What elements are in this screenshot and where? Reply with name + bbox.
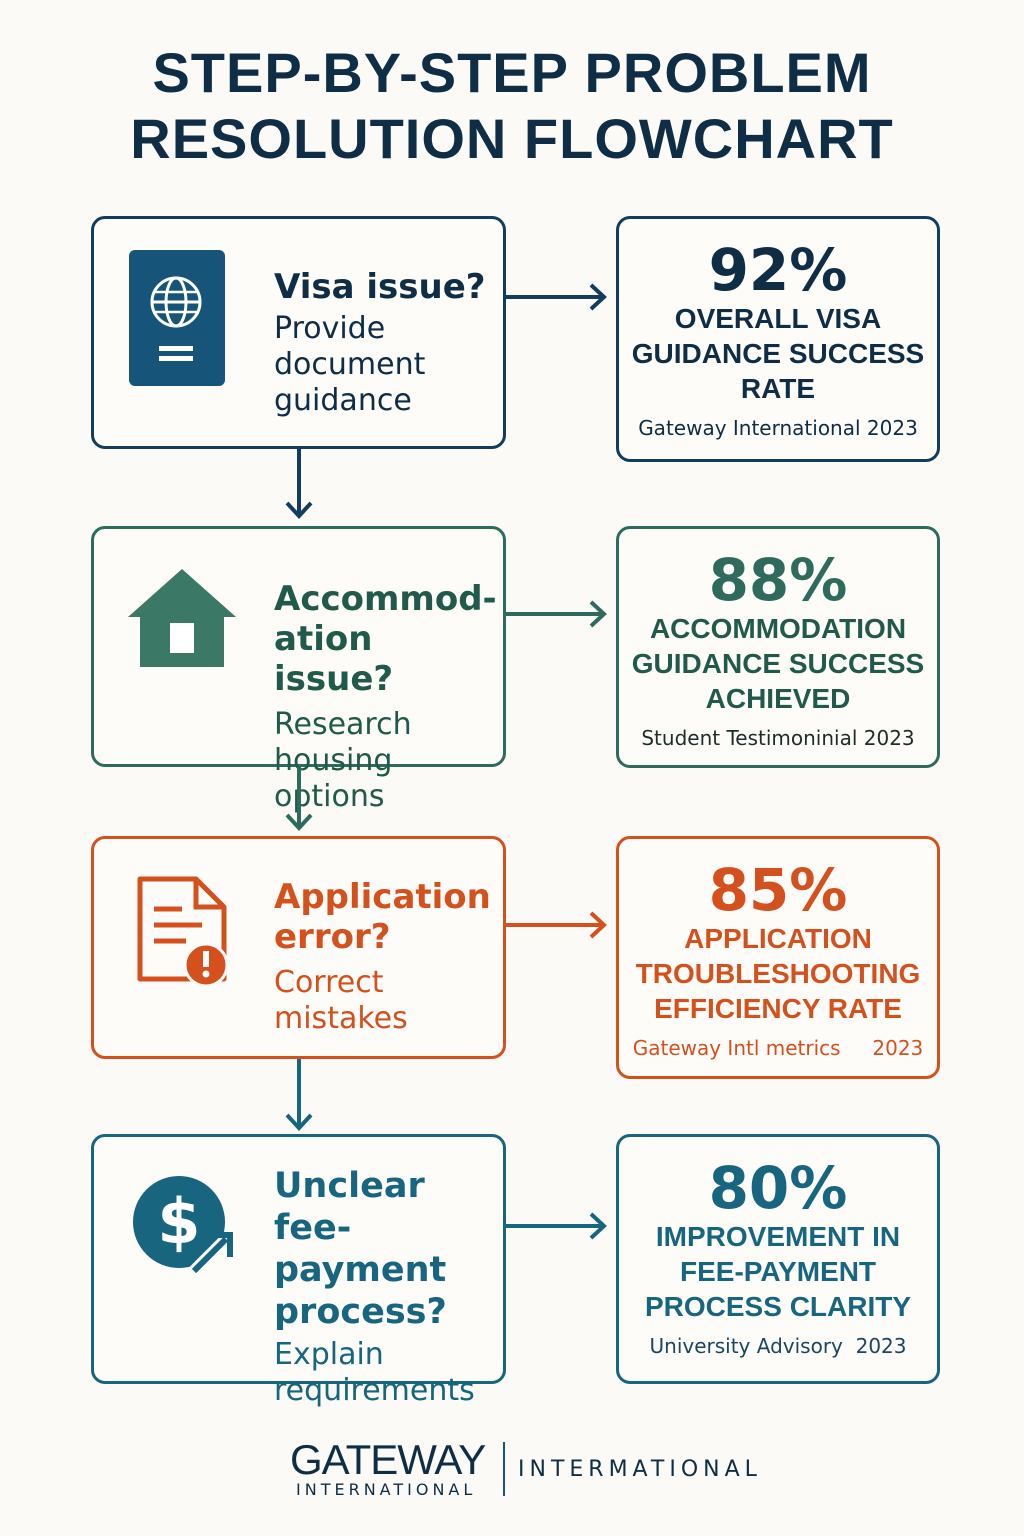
passport-icon — [129, 250, 227, 388]
svg-text:$: $ — [157, 1185, 201, 1258]
step-action: Explain requirements — [274, 1337, 475, 1408]
stat-card-accommodation — [616, 526, 940, 768]
step-visa — [91, 216, 506, 449]
arrow-right-icon — [505, 599, 609, 629]
stat-label: IMPROVEMENT IN FEE-PAYMENT PROCESS CLARITY — [644, 1221, 912, 1322]
stat-label: ACCOMMODATION GUIDANCE SUCCESS ACHIEVED — [631, 613, 925, 714]
step-accommodation — [91, 526, 506, 814]
step-question: Unclear fee-payment process? — [274, 1166, 447, 1332]
logo: GATEWAY INTERNATIONAL — [290, 1436, 486, 1499]
stat-card-visa — [616, 216, 940, 462]
step-action: Correct mistakes — [274, 965, 408, 1036]
stat-source: University Advisory 2023 — [649, 1334, 907, 1358]
logo-divider — [503, 1442, 505, 1496]
stat-value: 88% — [708, 546, 848, 614]
arrow-down-icon — [284, 449, 314, 519]
stat-card-fee-payment — [616, 1134, 940, 1384]
step-fee-payment — [91, 1134, 506, 1408]
step-question: Visa issue? — [274, 267, 486, 307]
arrow-right-icon — [505, 1211, 609, 1241]
step-question: Application error? — [274, 877, 491, 957]
house-icon — [126, 567, 238, 669]
stat-source: Gateway Intl metrics 2023 — [632, 1036, 924, 1060]
stat-label: OVERALL VISA GUIDANCE SUCCESS RATE — [631, 303, 925, 404]
stat-label: APPLICATION TROUBLESHOOTING EFFICIENCY RATE — [635, 923, 921, 1024]
arrow-down-icon — [284, 767, 314, 831]
step-question: Accommod-ation issue? — [274, 579, 497, 699]
stat-source: Student Testimoninial 2023 — [641, 726, 915, 750]
page-title: STEP-BY-STEP PROBLEM RESOLUTION FLOWCHART — [130, 41, 894, 170]
arrow-right-icon — [505, 282, 609, 312]
stat-card-application — [616, 836, 940, 1079]
step-action: Provide document guidance — [274, 311, 426, 418]
step-action: Research housing options — [274, 707, 412, 814]
logo-wordmark: INTERMATIONAL — [518, 1457, 762, 1482]
step-application — [91, 836, 506, 1059]
stat-value: 80% — [708, 1154, 848, 1222]
stat-value: 92% — [708, 236, 848, 304]
stat-source: Gateway International 2023 — [638, 416, 918, 440]
dollar-arrow-icon — [132, 1175, 236, 1279]
arrow-down-icon — [284, 1059, 314, 1131]
document-alert-icon — [136, 875, 231, 987]
arrow-right-icon — [505, 910, 609, 940]
stat-value: 85% — [708, 856, 848, 924]
